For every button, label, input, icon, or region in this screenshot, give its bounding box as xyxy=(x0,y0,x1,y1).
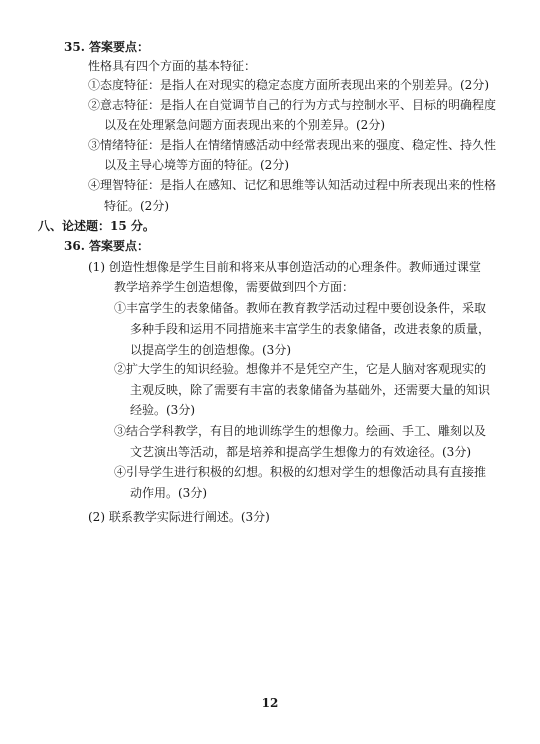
q36-part1-line2: 教学培养学生创造想像，需要做到四个方面： xyxy=(114,280,355,294)
q36-heading: 36. 答案要点： xyxy=(64,239,150,253)
q35-item1-line1: ①态度特征：是指人在对现实的稳定态度方面所表现出来的个别差异。(2分) xyxy=(88,78,490,92)
q36-item1-line3: 以提高学生的创造想像。(3分) xyxy=(130,343,291,357)
q36-part1-line1: (1) 创造性想像是学生目前和将来从事创造活动的心理条件。教师通过课堂 xyxy=(88,260,481,274)
q36-item2-line3: 经验。(3分) xyxy=(130,403,195,417)
q35-item4-line1: ④理智特征：是指人在感知、记忆和思维等认知活动过程中所表现出来的性格 xyxy=(88,178,497,192)
q36-item1-line1: ①丰富学生的表象储备。教师在教育教学活动过程中要创设条件，采取 xyxy=(114,301,487,315)
q36-item2-line2: 主观反映，除了需要有丰富的表象储备为基础外，还需要大量的知识 xyxy=(130,383,491,397)
page-number: 12 xyxy=(261,696,279,710)
section8-heading: 八、论述题：15 分。 xyxy=(38,219,155,233)
q36-item4-line1: ④引导学生进行积极的幻想。积极的幻想对学生的想像活动具有直接推 xyxy=(114,465,487,479)
q36-item4-line2: 动作用。(3分) xyxy=(130,486,207,500)
q35-heading: 35. 答案要点： xyxy=(64,40,150,54)
q36-part2: (2) 联系教学实际进行阐述。(3分) xyxy=(88,510,270,524)
q36-item1-line2: 多种手段和运用不同措施来丰富学生的表象储备，改进表象的质量， xyxy=(130,322,491,336)
q36-item3-line2: 文艺演出等活动，都是培养和提高学生想像力的有效途径。(3分) xyxy=(130,445,472,459)
q36-item3-line1: ③结合学科教学，有目的地训练学生的想像力。绘画、手工、雕刻以及 xyxy=(114,424,487,438)
q36-item2-line1: ②扩大学生的知识经验。想像并不是凭空产生，它是人脑对客观现实的 xyxy=(114,362,487,376)
q35-intro: 性格具有四个方面的基本特征： xyxy=(88,59,257,73)
q35-item3-line1: ③情绪特征：是指人在情绪情感活动中经常表现出来的强度、稳定性、持久性 xyxy=(88,138,497,152)
q35-item2-line2: 以及在处理紧急问题方面表现出来的个别差异。(2分) xyxy=(104,118,386,132)
q35-item3-line2: 以及主导心境等方面的特征。(2分) xyxy=(104,158,289,172)
q35-item2-line1: ②意志特征：是指人在自觉调节自己的行为方式与控制水平、目标的明确程度 xyxy=(88,98,497,112)
q35-item4-line2: 特征。(2分) xyxy=(104,199,169,213)
